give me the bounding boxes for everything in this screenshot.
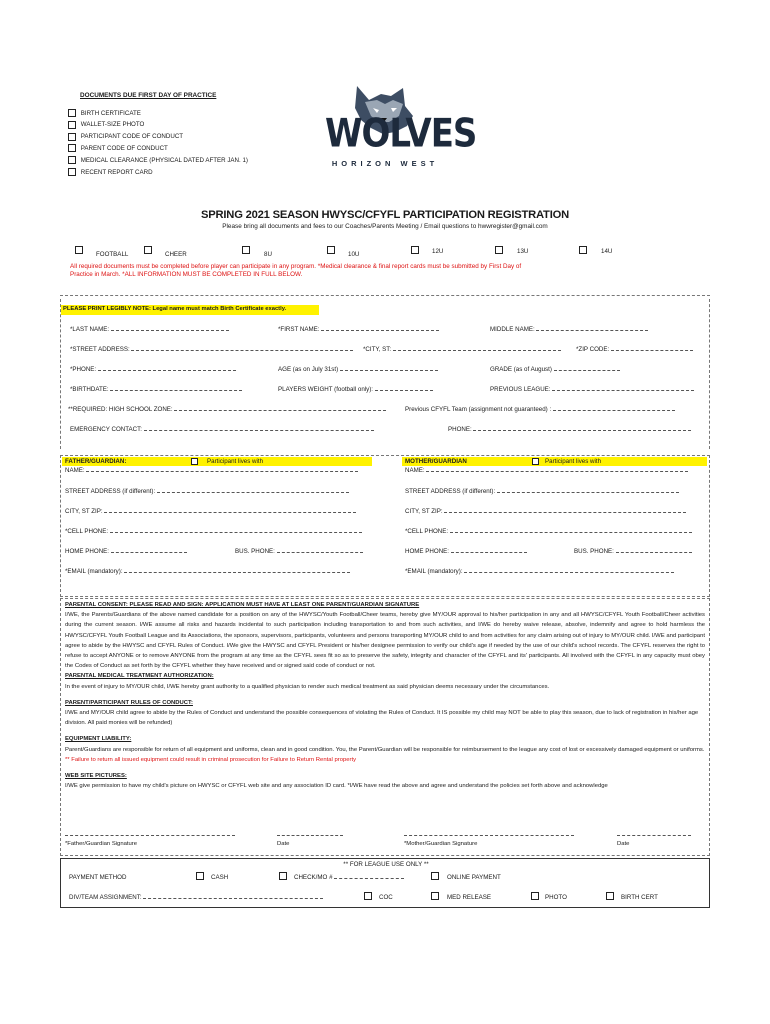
med-release-checkbox[interactable] [431,892,439,900]
mother-street-field[interactable]: STREET ADDRESS (if different): [405,488,679,496]
consent-body: I/WE, the Parents/Guardians of the above named candidate for a position on any of the HWYSC/Youth Football/Cheer teams, hereby give MY/OUR approval to his/her participation in any and all HWYSC/CFYFL Youth Football/Cheer activities during the current season. I/WE assume all risks and hazards incidental to such participation including transportation to and from such activities, and I/WE do hereby waive release, absolve, indemnify and agree to hold harmless the HWYSC/CFYFL Youth Football League and its Associations, the sponsors, supervisors, participants, volunteers and persons transporting MY/OUR child to and from activities for any claim arising out of injury to MY/OUR child. I/WE and participant agree to abide by the HWYSC and CFYFL Rules of Conduct. I/We give the HWYSC and CFYFL President or his/her designee permission to verify our child's age if needed by the use of our child's school records. The CFYFL reserves the right to refuse to accept ANYONE or to remove ANYONE from the program at any time as the CFYFL sees fit so as to preserve the safety, integrity and character of the CFYFL and its' participants. All involved with the CFYFL in any capacity must obey the Codes of Conduct as set forth by the CFYFL whether they have received and or signed said code of conduct or not. [65,612,705,670]
football-checkbox[interactable] [75,246,83,254]
form-title: SPRING 2021 SEASON HWYSC/CFYFL PARTICIPATION REGISTRATION [201,209,569,221]
13u-label: 13U [517,248,529,255]
13u-checkbox[interactable] [495,246,503,254]
consent-title: PARENTAL CONSENT: PLEASE READ AND SIGN: APPLICATION MUST HAVE AT LEAST ONE PARENT/GUARDIAN SIGNATURE [65,602,420,608]
checkbox[interactable] [68,156,76,164]
father-cell-field[interactable]: *CELL PHONE: [65,528,362,536]
rules-body: I/WE and MY/OUR child agree to abide by the Rules of Conduct and understand the possible consequences of violating the Rules of Conduct. It IS possible my child may NOT be able to play this season, due to lack of registration in his/her age division. All paid monies will be refunded) [65,710,699,727]
wolves-logo [325,82,477,174]
date-line[interactable] [277,835,343,836]
mother-email-field[interactable]: *EMAIL (mandatory): [405,568,674,576]
10u-label: 10U [348,251,360,258]
checkbox[interactable] [68,168,76,176]
12u-label: 12U [432,248,444,255]
date-label: Date [277,841,290,847]
12u-checkbox[interactable] [411,246,419,254]
div-team-field[interactable]: DIV/TEAM ASSIGNMENT: [69,894,323,902]
football-label: FOOTBALL [96,251,129,258]
rules-title: PARENT/PARTICIPANT RULES OF CONDUCT: [65,699,193,706]
divider [60,295,710,296]
doc-item[interactable]: PARTICIPANT CODE OF CONDUCT [68,133,248,145]
mother-name-field[interactable]: NAME: [405,467,688,475]
check-field[interactable]: CHECK/MO # [294,874,404,882]
emergency-contact-field[interactable]: EMERGENCY CONTACT: [70,426,374,434]
8u-label: 8U [264,251,272,258]
father-lives-with-label: Participant lives with [207,458,264,465]
doc-item[interactable]: WALLET-SIZE PHOTO [68,121,248,133]
checkbox[interactable] [68,109,76,117]
print-note: PLEASE PRINT LEGIBLY NOTE: Legal name must match Birth Certificate exactly. [61,305,319,315]
doc-item[interactable]: BIRTH CERTIFICATE [68,109,248,121]
web-body: I/WE give permission to have my child's picture on HWYSC or CFYFL web site and any association ID card. *I/WE have read the above and agree and understand the policies set forth above and acknowledge [65,783,608,790]
coc-checkbox[interactable] [364,892,372,900]
program-options [0,246,770,262]
emergency-phone-field[interactable]: PHONE: [448,426,691,434]
birthdate-field[interactable]: *BIRTHDATE: [70,386,242,394]
school-zone-field[interactable]: **REQUIRED: HIGH SCHOOL ZONE: [68,406,386,414]
photo-checkbox[interactable] [531,892,539,900]
logo-wordmark: WOLVES [325,110,477,157]
father-lives-with-checkbox[interactable] [191,458,198,465]
doc-item[interactable]: MEDICAL CLEARANCE (PHYSICAL DATED AFTER JAN. 1) [68,156,248,168]
payment-label: PAYMENT METHOD [69,874,127,881]
checkbox[interactable] [68,144,76,152]
doc-item[interactable]: RECENT REPORT CARD [68,168,248,180]
father-name-field[interactable]: NAME: [65,467,358,475]
mother-lives-with-checkbox[interactable] [532,458,539,465]
mother-title: MOTHER/GUARDIAN [405,458,467,465]
equipment-body: Parent/Guardians are responsible for return of all equipment and uniforms, clean and in good condition. You, the Parent/Guardian will be responsible for reimbursement to the league any cost of lost or excessively damaged equipment or uniforms. ** Failure to return all issued equipment could result in criminal prosecution for Failure to Return Rental property [65,746,705,763]
mother-cell-field[interactable]: *CELL PHONE: [405,528,692,536]
age-field[interactable]: AGE (as on July 31st) [278,366,438,374]
cash-checkbox[interactable] [196,872,204,880]
online-label: ONLINE PAYMENT [447,874,501,881]
date-label-2: Date [617,841,630,847]
8u-checkbox[interactable] [242,246,250,254]
form-subtitle: Please bring all documents and fees to our Coaches/Parents Meeting / Email questions to hwwregister@gmail.com [222,223,548,230]
10u-checkbox[interactable] [327,246,335,254]
consent-section [60,598,710,856]
checkbox[interactable] [68,133,76,141]
father-street-field[interactable]: STREET ADDRESS (if different): [65,488,349,496]
date-line-2[interactable] [617,835,691,836]
last-name-field[interactable]: *LAST NAME: [70,326,229,334]
mother-city-field[interactable]: CITY, ST ZIP: [405,508,686,516]
birth-cert-label: BIRTH CERT [621,894,658,901]
equipment-title: EQUIPMENT LIABILITY: [65,736,132,743]
docs-title: DOCUMENTS DUE FIRST DAY OF PRACTICE [80,92,217,99]
grade-field[interactable]: GRADE (as of August) [490,366,620,374]
weight-field[interactable]: PLAYERS WEIGHT (football only): [278,386,433,394]
father-signature-line[interactable] [65,835,235,836]
docs-checklist [68,109,248,180]
14u-checkbox[interactable] [579,246,587,254]
mother-bus-phone-field[interactable]: BUS. PHONE: [574,548,692,556]
first-name-field[interactable]: *FIRST NAME: [278,326,439,334]
check-checkbox[interactable] [279,872,287,880]
cash-label: CASH [211,874,229,881]
player-section [60,299,710,449]
phone-field[interactable]: *PHONE: [70,366,236,374]
cheer-checkbox[interactable] [144,246,152,254]
mother-home-phone-field[interactable]: HOME PHONE: [405,548,527,556]
requirements-notice: All required documents must be completed before player can participate in any program. *Medical clearance & final report cards must be submitted by First Day of Practice in March. *ALL INFORMATION MUST BE COMPLETED IN FULL BELOW. [70,263,522,279]
mother-lives-with-label: Participant lives with [545,458,602,465]
checkbox[interactable] [68,121,76,129]
cheer-label: CHEER [165,251,187,258]
medical-body: In the event of injury to MY/OUR child, I/WE hereby grant authority to a qualified physician to render such medical treatment as said physician deems necessary under the circumstances. [65,683,550,690]
prev-league-field[interactable]: PREVIOUS LEAGUE: [490,386,694,394]
logo-subtitle: HORIZON WEST [331,159,439,168]
coc-label: COC [379,894,393,901]
father-title: FATHER/GUARDIAN: [65,458,127,465]
father-home-phone-field[interactable]: HOME PHONE: [65,548,187,556]
online-checkbox[interactable] [431,872,439,880]
mother-signature-label: *Mother/Guardian Signature [404,841,478,847]
father-bus-phone-field[interactable]: BUS. PHONE: [235,548,363,556]
doc-item[interactable]: PARENT CODE OF CONDUCT [68,144,248,156]
birth-cert-checkbox[interactable] [606,892,614,900]
city-field[interactable]: *CITY, ST: [363,346,561,354]
office-title: ** FOR LEAGUE USE ONLY ** [343,861,429,868]
14u-label: 14U [601,248,613,255]
med-release-label: MED RELEASE [447,894,492,901]
guardian-section [60,455,710,597]
mother-signature-line[interactable] [404,835,574,836]
father-signature-label: *Father/Guardian Signature [65,841,138,847]
father-city-field[interactable]: CITY, ST ZIP: [65,508,356,516]
photo-label: PHOTO [545,894,567,901]
street-field[interactable]: *STREET ADDRESS: [70,346,353,354]
prev-team-field[interactable]: Previous CFYFL Team (assignment not guaranteed) : [405,406,675,414]
web-title: WEB SITE PICTURES: [65,773,127,780]
office-section [60,858,710,908]
medical-title: PARENTAL MEDICAL TREATMENT AUTHORIZATION: [65,673,214,680]
zip-field[interactable]: *ZIP CODE: [576,346,693,354]
middle-name-field[interactable]: MIDDLE NAME: [490,326,648,334]
father-email-field[interactable]: *EMAIL (mandatory): [65,568,350,576]
